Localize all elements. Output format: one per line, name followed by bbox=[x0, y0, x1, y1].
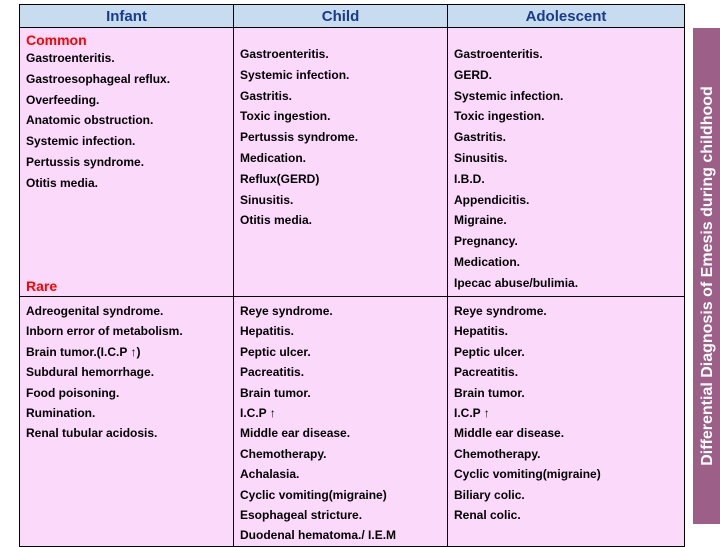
side-title: Differential Diagnosis of Emesis during childhood bbox=[699, 86, 716, 466]
list-item: Toxic ingestion. bbox=[454, 109, 545, 124]
rare-row bbox=[20, 297, 685, 547]
list-item: Duodenal hematoma./ I.E.M bbox=[240, 528, 397, 543]
infant-rare-list bbox=[20, 297, 233, 444]
child-rare-list bbox=[234, 297, 447, 546]
adolescent-common-cell bbox=[448, 28, 685, 297]
list-item: Food poisoning. bbox=[26, 385, 120, 400]
list-item: Chemotherapy. bbox=[454, 446, 541, 461]
list-item: Hepatitis. bbox=[454, 324, 509, 339]
common-row bbox=[20, 28, 685, 297]
list-item: Anatomic obstruction. bbox=[26, 113, 154, 128]
list-item: Appendicitis. bbox=[454, 192, 530, 207]
infant-common-list bbox=[26, 48, 227, 194]
list-item: Reflux(GERD) bbox=[240, 171, 320, 186]
list-item: Medication. bbox=[240, 150, 307, 165]
adolescent-common-list bbox=[448, 28, 684, 294]
list-item: Gastroenteritis. bbox=[26, 51, 115, 65]
infant-rare-cell bbox=[20, 297, 234, 547]
list-item: Medication. bbox=[454, 254, 521, 269]
list-item: Achalasia. bbox=[240, 467, 300, 482]
list-item: Brain tumor. bbox=[454, 385, 525, 400]
list-item: Systemic infection. bbox=[454, 88, 564, 103]
list-item: Ipecac abuse/bulimia. bbox=[454, 275, 579, 290]
list-item: Pertussis syndrome. bbox=[26, 154, 145, 169]
list-item: Renal tubular acidosis. bbox=[26, 426, 158, 441]
adolescent-rare-cell bbox=[448, 297, 685, 547]
list-item: Sinusitis. bbox=[240, 192, 294, 207]
list-item: Otitis media. bbox=[240, 213, 313, 228]
list-item: Brain tumor.(I.C.P ↑) bbox=[26, 344, 141, 359]
list-item: Toxic ingestion. bbox=[240, 109, 331, 124]
list-item: Chemotherapy. bbox=[240, 446, 327, 461]
list-item: Cyclic vomiting(migraine) bbox=[454, 467, 601, 482]
list-item: Gastroesophageal reflux. bbox=[26, 71, 171, 86]
list-item: Migraine. bbox=[454, 213, 507, 228]
list-item: GERD. bbox=[454, 67, 493, 82]
list-item: Gastritis. bbox=[454, 130, 507, 145]
list-item: Pacreatitis. bbox=[454, 365, 519, 380]
header-infant: Infant bbox=[20, 5, 234, 28]
child-common-list bbox=[234, 28, 447, 231]
list-item: Middle ear disease. bbox=[240, 426, 351, 441]
list-item: Cyclic vomiting(migraine) bbox=[240, 487, 387, 502]
list-item: Reye syndrome. bbox=[240, 304, 333, 318]
child-common-cell bbox=[234, 28, 448, 297]
header-row bbox=[20, 5, 685, 28]
list-item: Peptic ulcer. bbox=[240, 344, 311, 359]
rare-label: Rare bbox=[26, 278, 58, 294]
list-item: Subdural hemorrhage. bbox=[26, 365, 155, 380]
list-item: Reye syndrome. bbox=[454, 304, 547, 318]
list-item: Systemic infection. bbox=[240, 67, 350, 82]
list-item: Brain tumor. bbox=[240, 385, 311, 400]
list-item: Middle ear disease. bbox=[454, 426, 565, 441]
list-item: Pertussis syndrome. bbox=[240, 130, 359, 145]
list-item: Peptic ulcer. bbox=[454, 344, 525, 359]
list-item: Pregnancy. bbox=[454, 234, 518, 249]
list-item: I.C.P ↑ bbox=[240, 406, 276, 421]
list-item: Renal colic. bbox=[454, 508, 521, 523]
common-label: Common bbox=[26, 32, 87, 48]
side-title-bar bbox=[693, 28, 720, 524]
list-item: Overfeeding. bbox=[26, 92, 100, 107]
list-item: Systemic infection. bbox=[26, 134, 136, 149]
list-item: I.C.P ↑ bbox=[454, 406, 490, 421]
list-item: Gastroenteritis. bbox=[240, 47, 329, 61]
list-item: Hepatitis. bbox=[240, 324, 295, 339]
list-item: Esophageal stricture. bbox=[240, 508, 363, 523]
list-item: Gastritis. bbox=[240, 88, 293, 103]
list-item: I.B.D. bbox=[454, 171, 485, 186]
list-item: Sinusitis. bbox=[454, 150, 508, 165]
list-item: Gastroenteritis. bbox=[454, 47, 543, 61]
list-item: Biliary colic. bbox=[454, 487, 525, 502]
adolescent-rare-list bbox=[448, 297, 684, 525]
header-adolescent: Adolescent bbox=[448, 5, 685, 28]
child-rare-cell bbox=[234, 297, 448, 547]
list-item: Pacreatitis. bbox=[240, 365, 305, 380]
diagnosis-table bbox=[19, 4, 685, 547]
list-item: Rumination. bbox=[26, 406, 96, 421]
header-child: Child bbox=[234, 5, 448, 28]
list-item: Otitis media. bbox=[26, 175, 99, 190]
list-item: Inborn error of metabolism. bbox=[26, 324, 183, 339]
list-item: Adreogenital syndrome. bbox=[26, 304, 164, 318]
infant-common-cell bbox=[20, 28, 234, 297]
